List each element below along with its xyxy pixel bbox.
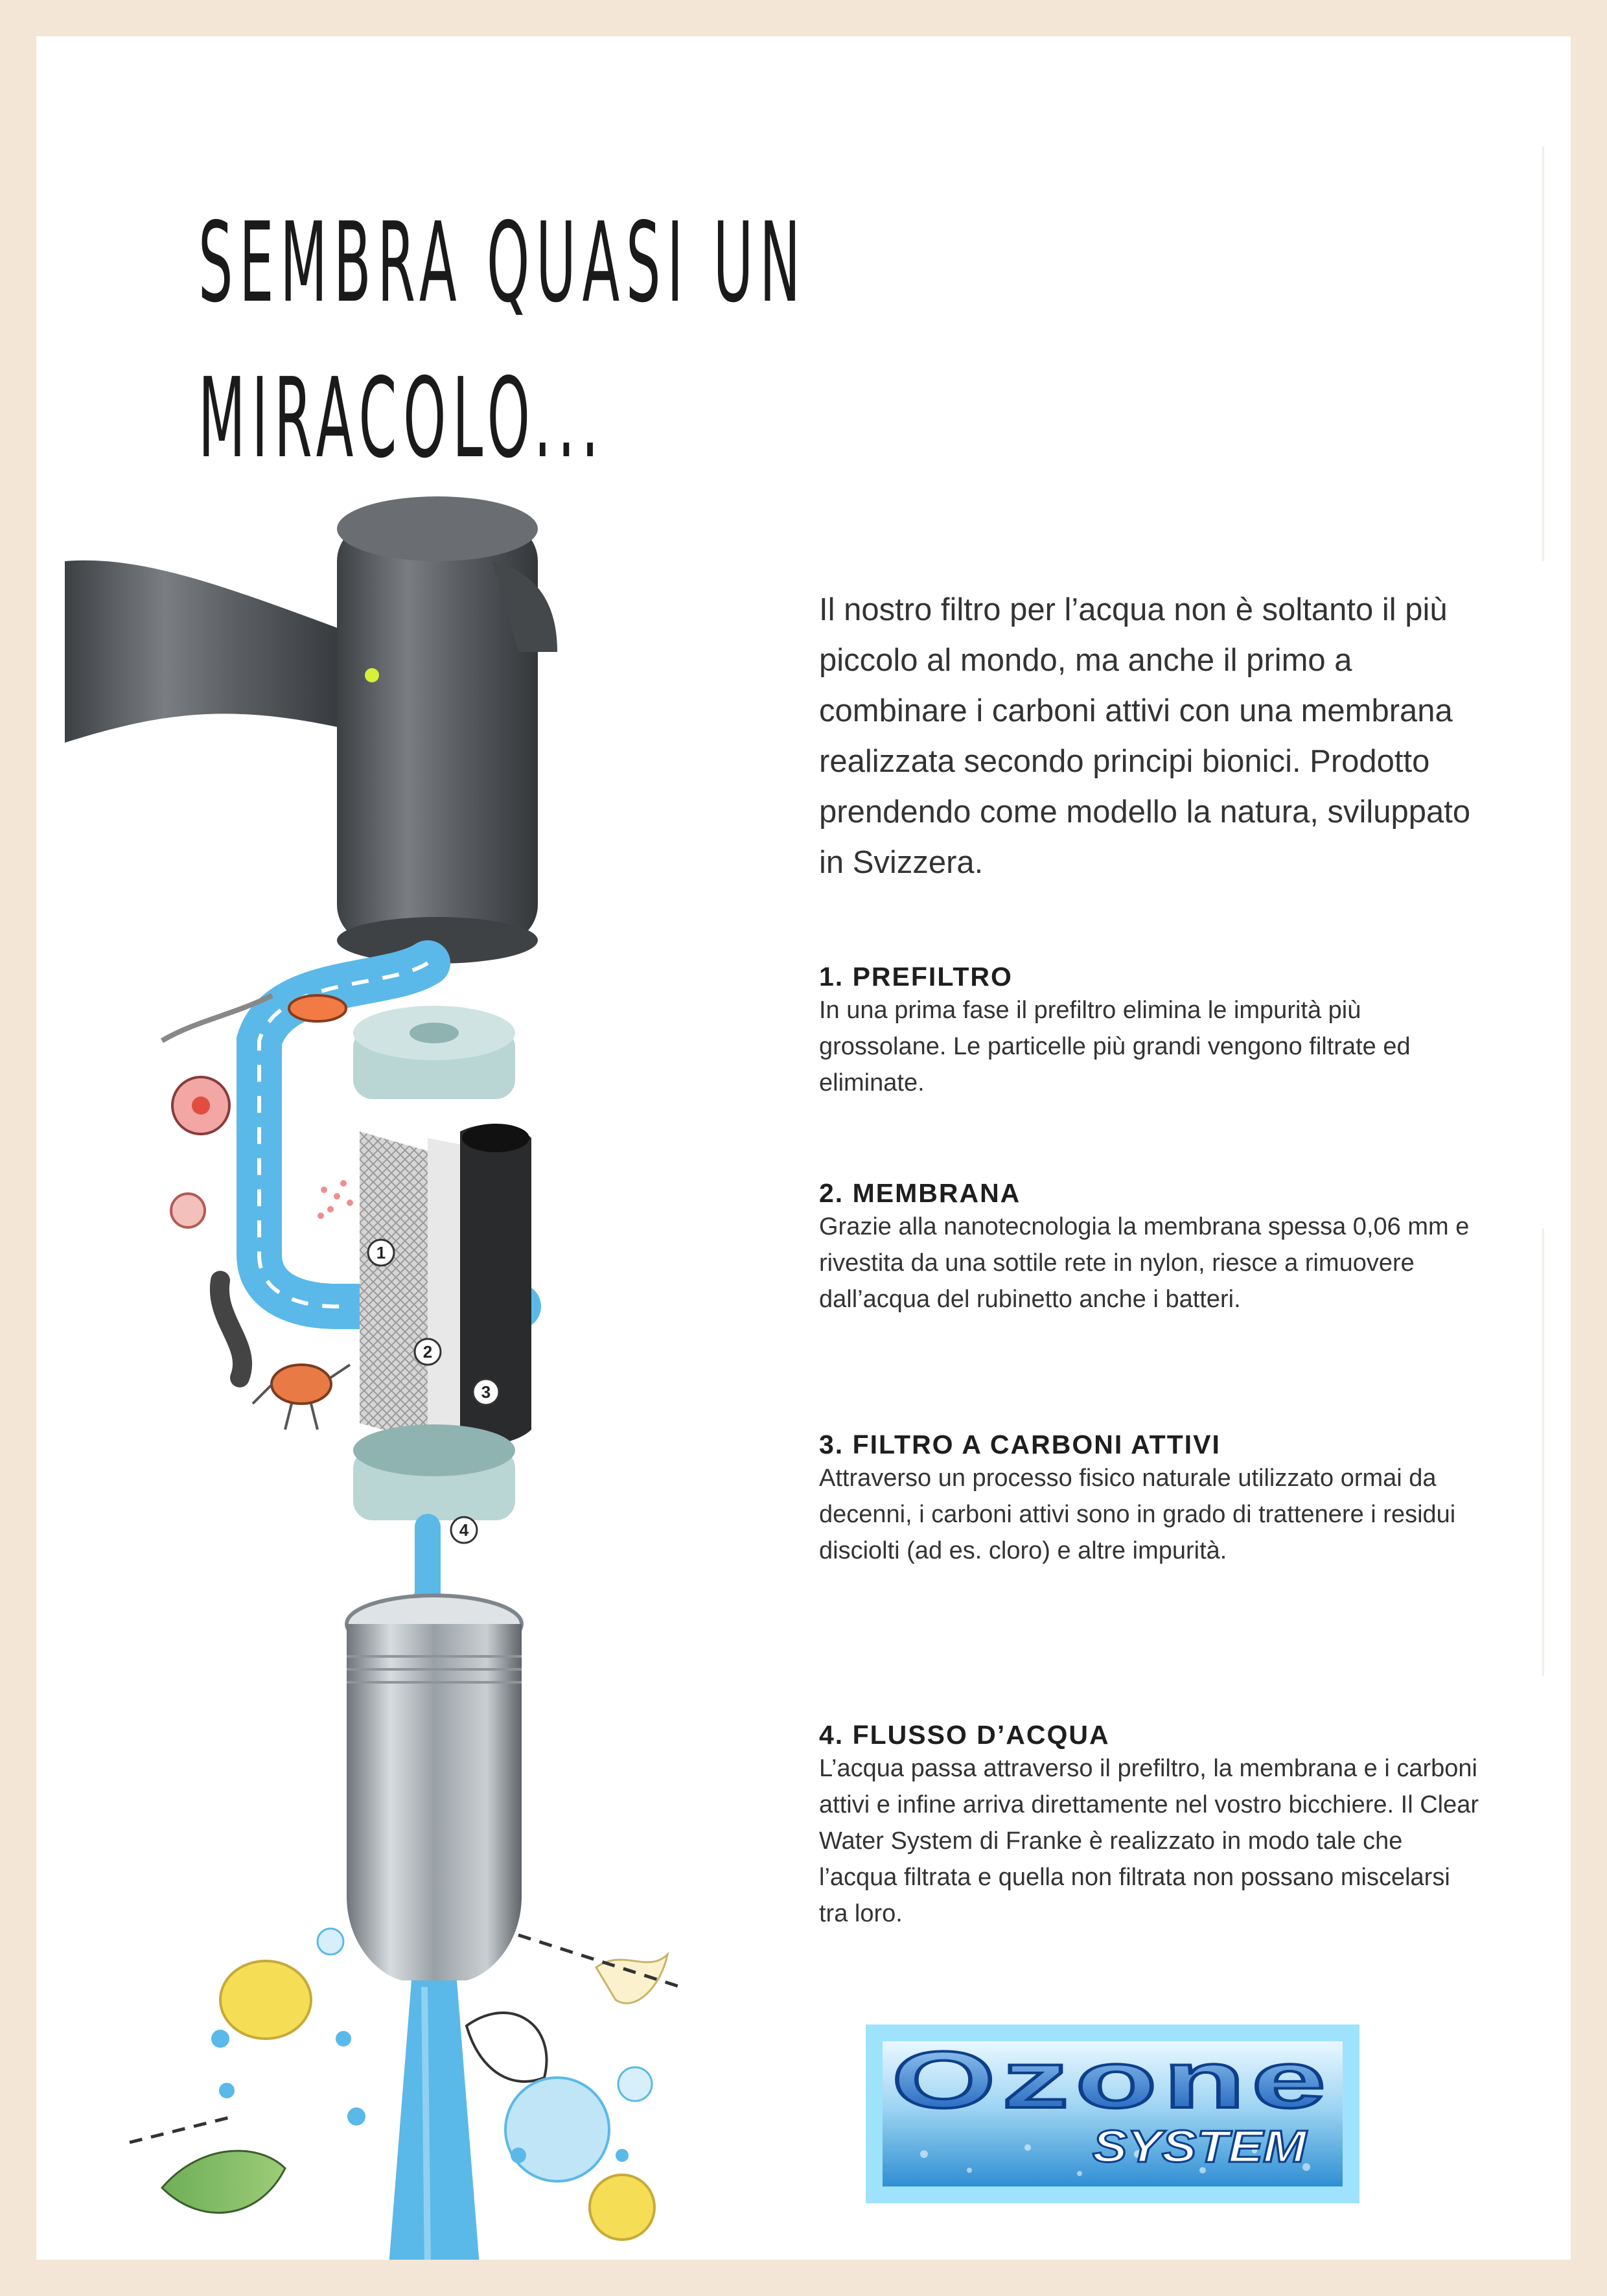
logo-word-ozone: Ozone <box>892 2035 1332 2125</box>
section-body: In una prima fase il prefiltro elimina le impurità più grossolane. Le particelle più grandi vengono filtrate ed eliminate. <box>819 997 1411 1096</box>
section-prefiltro <box>819 962 1480 1101</box>
filter-housing <box>347 1624 522 1980</box>
section-heading: 4. FLUSSO D’ACQUA <box>819 1720 1110 1750</box>
section-body: L’acqua passa attraverso il prefiltro, la membrana e i carboni attivi e infine arriva direttamente nel vostro bicchiere. Il Clear Water System di Franke è realizzato in modo tale che l’acqua filtrata e quella non filtrata non possano miscelarsi tra loro. <box>819 1755 1479 1927</box>
filter-mesh-layer <box>360 1131 428 1443</box>
intro-block <box>819 585 1480 888</box>
marker-4: 4 <box>459 1520 469 1540</box>
section-filtro-carboni <box>819 1430 1480 1569</box>
indicator-led <box>365 668 379 682</box>
filter-illustration <box>65 483 791 2260</box>
title-line-2: MIRACOLO... <box>198 354 605 483</box>
section-body: Attraverso un processo fisico naturale utilizzato ormai da decenni, i carboni attivi sono in grado di trattenere i residui disciolti (ad es. cloro) e altre impurità. <box>819 1465 1456 1564</box>
marker-3: 3 <box>481 1382 491 1402</box>
intro-paragraph: Il nostro filtro per l’acqua non è soltanto il più piccolo al mondo, ma anche il primo a combinare i carboni attivi con una membrana realizzata secondo principi bionici. Prodotto prendendo come modello la natura, sviluppato in Svizzera. <box>819 592 1471 880</box>
edge-line <box>1542 146 1544 561</box>
membrane-layer <box>428 1138 460 1443</box>
edge-line <box>1542 1229 1544 1676</box>
marker-1: 1 <box>376 1243 386 1262</box>
ozone-system-logo <box>866 2024 1359 2203</box>
section-heading: 1. PREFILTRO <box>819 962 1013 991</box>
poster-page <box>36 36 1571 2260</box>
marker-2: 2 <box>422 1342 433 1362</box>
section-flusso <box>819 1720 1480 1932</box>
section-body: Grazie alla nanotecnologia la membrana spessa 0,06 mm e rivestita da una sottile rete in nylon, riesce a rimuovere dall’acqua del rubinetto anche i batteri. <box>819 1213 1470 1313</box>
water-stream <box>389 1980 480 2260</box>
faucet-arm <box>65 561 350 743</box>
section-heading: 3. FILTRO A CARBONI ATTIVI <box>819 1430 1221 1459</box>
title-line-1: SEMBRA QUASI UN <box>198 199 807 327</box>
logo-word-system: SYSTEM <box>1093 2121 1308 2172</box>
page-title <box>198 185 807 496</box>
section-membrana <box>819 1178 1480 1317</box>
section-heading: 2. MEMBRANA <box>819 1178 1021 1208</box>
